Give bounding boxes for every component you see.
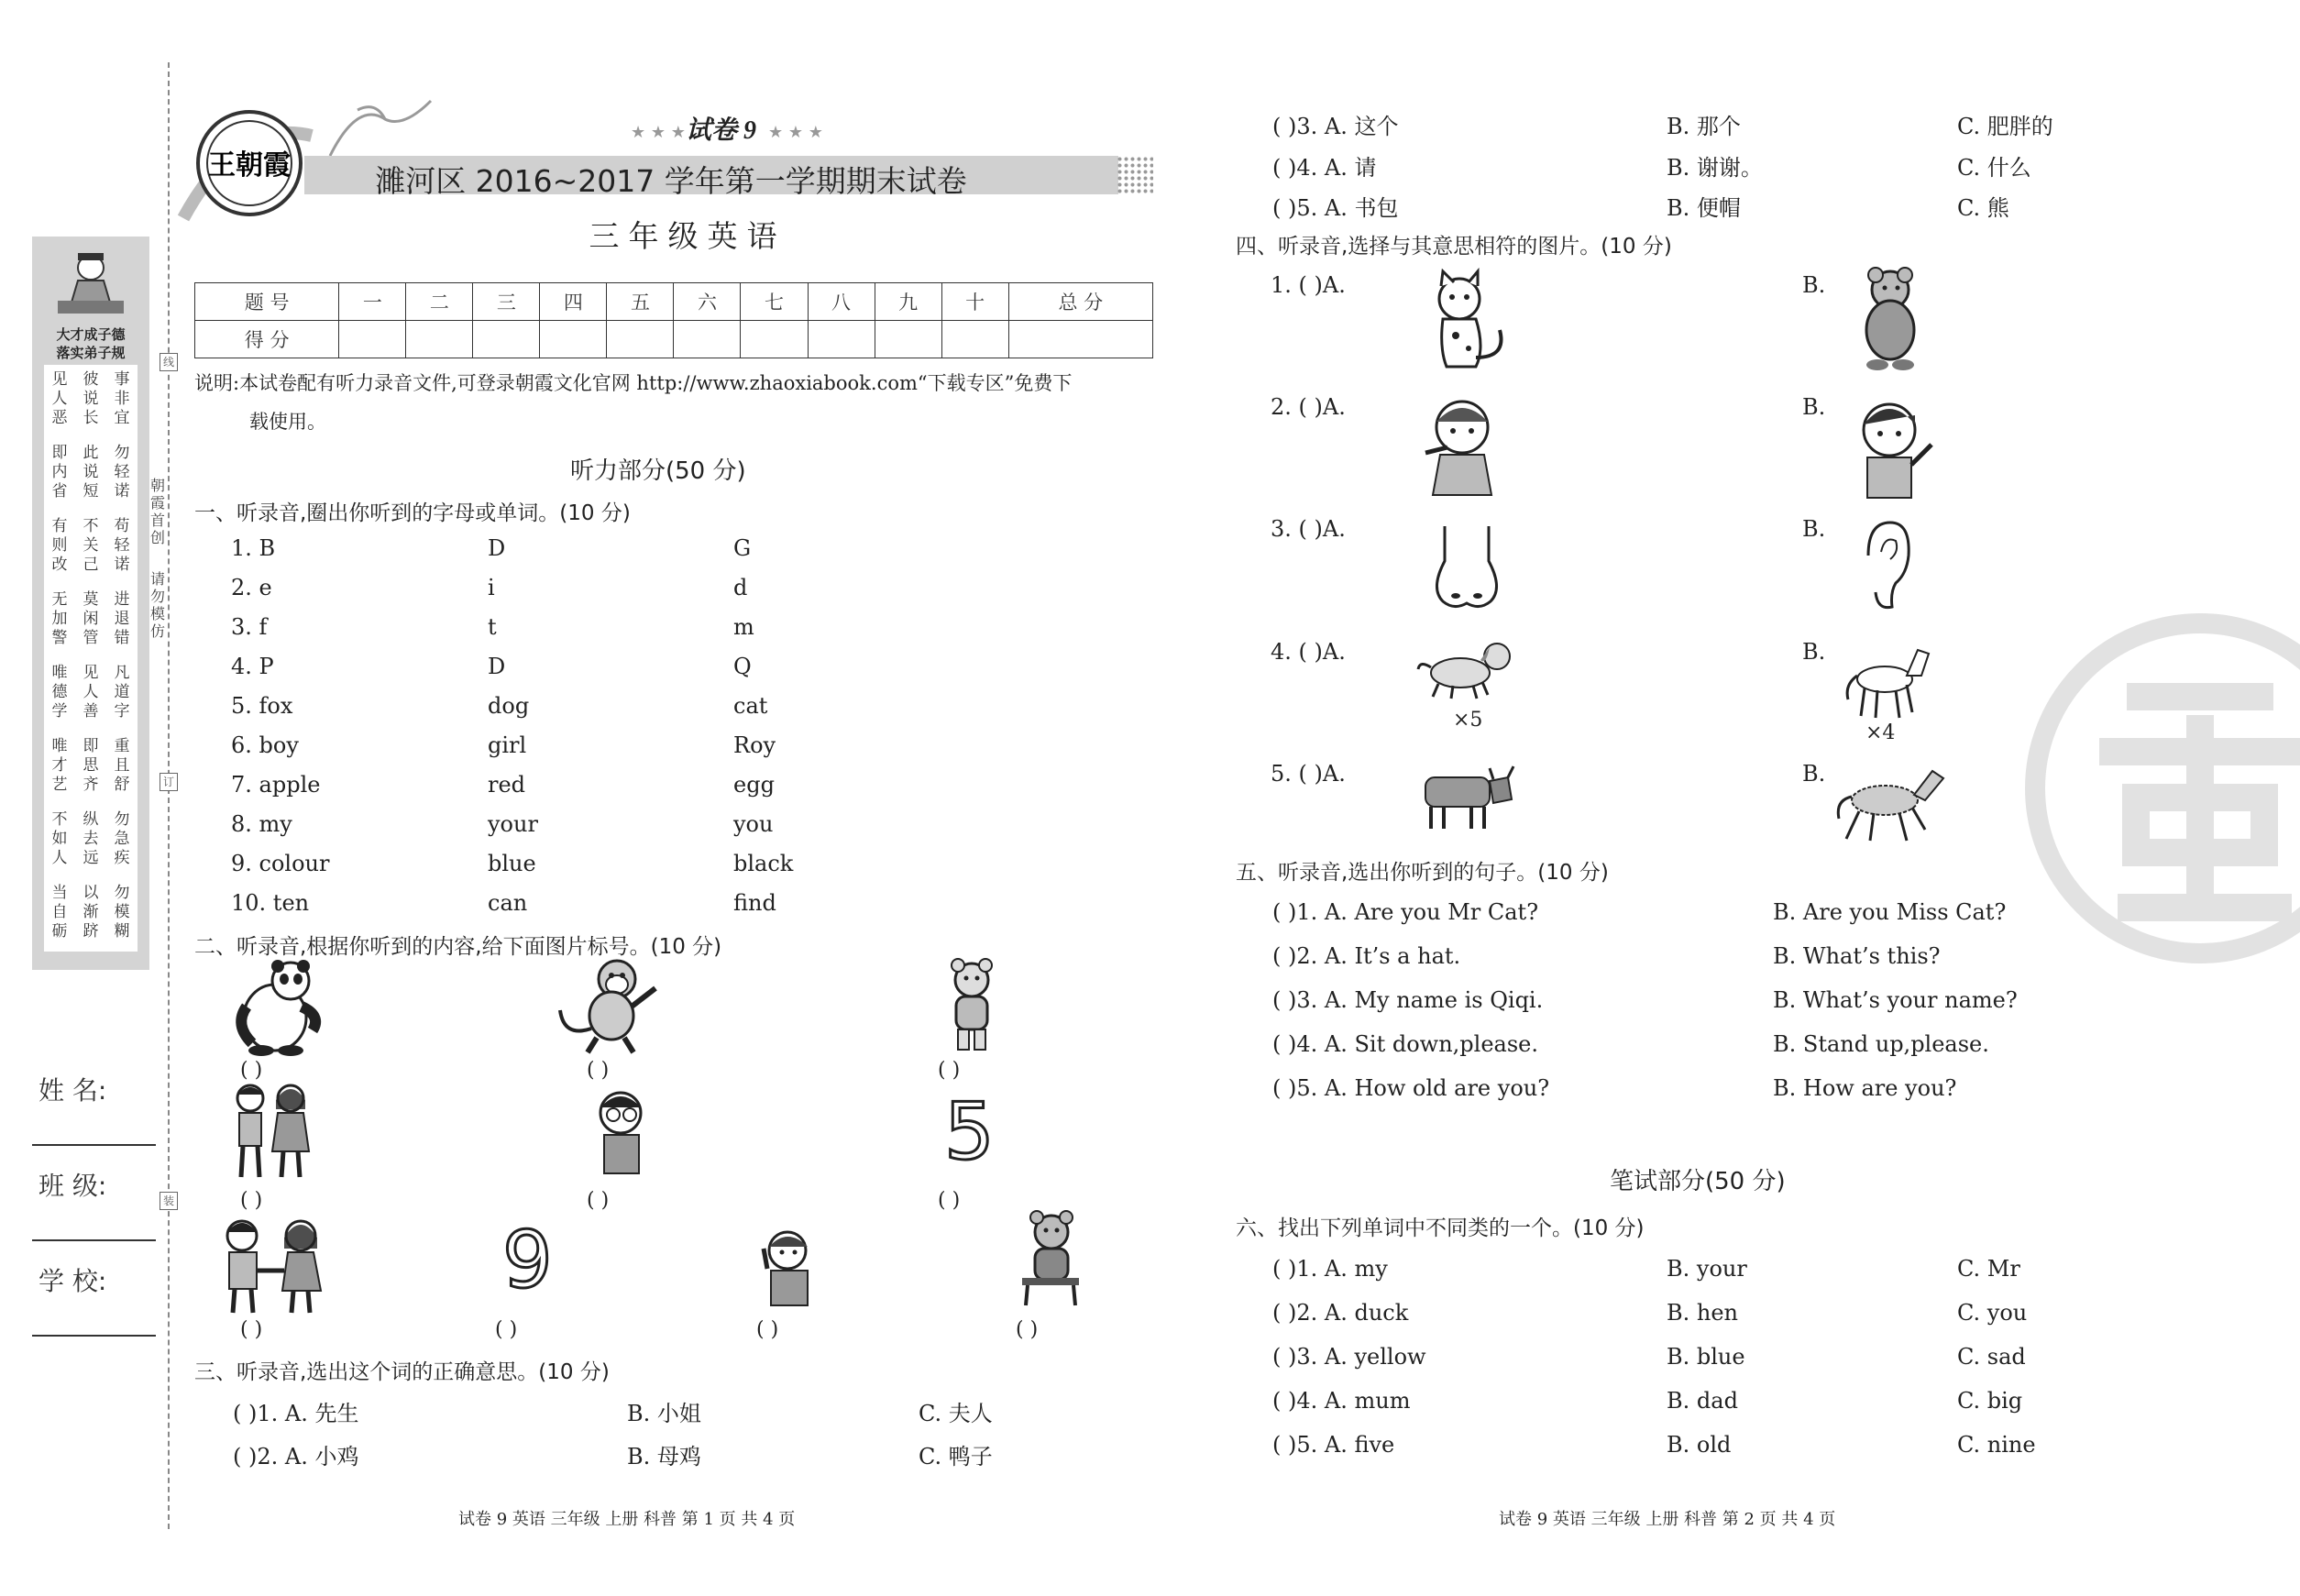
dog-picture	[1416, 633, 1517, 701]
s5-option-a[interactable]: ( )4. A. Sit down,please.	[1272, 1031, 1539, 1057]
writing-title: 笔试部分(50 分)	[1610, 1168, 1786, 1195]
s6-option-b[interactable]: B. hen	[1667, 1300, 1739, 1326]
motto-line-1: 大才成子德	[56, 326, 126, 343]
score-header: 三	[473, 283, 540, 321]
s1-item[interactable]: d	[733, 575, 748, 600]
s1-item[interactable]: egg	[733, 772, 775, 798]
s6-option-a[interactable]: ( )2. A. duck	[1272, 1300, 1409, 1326]
monkey-picture	[555, 955, 665, 1056]
s5-option-b[interactable]: B. Stand up,please.	[1773, 1031, 1989, 1057]
score-header: 总 分	[1008, 283, 1152, 321]
s2-bracket[interactable]: ( )	[938, 1059, 961, 1082]
s6-option-a[interactable]: ( )4. A. mum	[1272, 1388, 1411, 1414]
children-handshake-picture	[213, 1217, 332, 1318]
binding-note: 朝霞首创	[149, 477, 165, 546]
score-cell[interactable]	[1008, 321, 1152, 358]
binding-tick: 订	[160, 773, 178, 791]
s4-b-label[interactable]: B.	[1802, 272, 1826, 298]
s1-item[interactable]: find	[733, 890, 776, 916]
children-friends-picture	[225, 1082, 316, 1183]
s4-b-label[interactable]: B.	[1802, 394, 1826, 420]
s6-option-b[interactable]: B. dad	[1667, 1388, 1738, 1414]
s4-item[interactable]: 2. ( )A.	[1271, 394, 1346, 420]
s5-option-a[interactable]: ( )5. A. How old are you?	[1272, 1075, 1550, 1101]
s1-item[interactable]: blue	[488, 851, 536, 876]
document-title: 濉河区 2016~2017 学年第一学期期末试卷	[375, 163, 967, 199]
secret-seal-watermark	[2026, 614, 2300, 963]
s1-item[interactable]: red	[488, 772, 526, 798]
s5-option-a[interactable]: ( )1. A. Are you Mr Cat?	[1272, 899, 1539, 925]
s5-option-a[interactable]: ( )3. A. My name is Qiqi.	[1272, 987, 1544, 1013]
boy-picture	[1847, 397, 1939, 502]
s2-bracket[interactable]: ( )	[587, 1059, 610, 1082]
s3-option-c[interactable]: C. 肥胖的	[1957, 114, 2053, 139]
motto-col: 事非宜	[114, 370, 130, 427]
binding-note: 请勿模仿	[149, 570, 165, 640]
motto-col: 即内省	[51, 444, 68, 501]
s3-option-b[interactable]: B. 那个	[1667, 114, 1741, 139]
section5-title: 五、听录音,选出你听到的句子。(10 分)	[1236, 861, 1609, 885]
motto-col: 以渐跻	[83, 884, 99, 941]
s4-count-b: ×4	[1865, 721, 1896, 744]
s1-item[interactable]: girl	[488, 732, 527, 758]
s1-item[interactable]: i	[488, 575, 495, 600]
s2-bracket[interactable]: ( )	[1016, 1318, 1039, 1341]
s5-option-b[interactable]: B. How are you?	[1773, 1075, 1957, 1101]
girl-picture	[1416, 394, 1508, 500]
s2-bracket[interactable]: ( )	[240, 1059, 263, 1082]
s1-item[interactable]: m	[733, 614, 754, 640]
ribbon-decoration	[321, 92, 440, 165]
s1-item[interactable]: cat	[733, 693, 768, 719]
s6-option-b[interactable]: B. old	[1667, 1432, 1732, 1458]
s1-item[interactable]: 10. ten	[231, 890, 310, 916]
motto-col: 当自砺	[51, 884, 68, 941]
motto-col: 不如人	[51, 810, 68, 867]
motto-col: 勿轻诺	[114, 444, 130, 501]
motto-line-2: 落实弟子规	[56, 345, 126, 361]
panda-picture	[234, 961, 325, 1057]
s6-option-c[interactable]: C. Mr	[1957, 1256, 2020, 1282]
score-header: 题 号	[195, 283, 339, 321]
bear-picture	[940, 958, 1004, 1054]
motto-col: 此说短	[83, 444, 99, 501]
s3-option-a[interactable]: ( )2. A. 小鸡	[233, 1444, 359, 1469]
s2-bracket[interactable]: ( )	[240, 1189, 263, 1212]
s1-item[interactable]: 1. B	[231, 535, 276, 561]
score-cell[interactable]	[339, 321, 406, 358]
s2-bracket[interactable]: ( )	[756, 1318, 779, 1341]
motto-col: 莫闲管	[83, 590, 99, 647]
s3-option-c[interactable]: C. 什么	[1957, 155, 2031, 181]
motto-col: 无加警	[51, 590, 68, 647]
motto-col: 唯才艺	[51, 737, 68, 794]
s3-option-a[interactable]: ( )3. A. 这个	[1272, 114, 1399, 139]
s1-item[interactable]: 2. e	[231, 575, 272, 600]
s1-item[interactable]: D	[488, 535, 506, 561]
s2-bracket[interactable]: ( )	[495, 1318, 518, 1341]
motto-col: 有则改	[51, 517, 68, 574]
s1-item[interactable]: 6. boy	[231, 732, 299, 758]
s4-item[interactable]: 1. ( )A.	[1271, 272, 1346, 298]
binding-tick: 装	[160, 1192, 178, 1210]
motto-col: 即思齐	[83, 737, 99, 794]
class-field[interactable]	[32, 1239, 156, 1241]
s1-item[interactable]: 3. f	[231, 614, 268, 640]
s1-item[interactable]: 4. P	[231, 654, 274, 679]
school-field[interactable]	[32, 1335, 156, 1337]
score-header: 九	[875, 283, 941, 321]
s1-item[interactable]: 7. apple	[231, 772, 321, 798]
bear-picture	[1850, 266, 1932, 376]
s6-option-c[interactable]: C. nine	[1957, 1432, 2036, 1458]
bear-sitting-picture	[1013, 1210, 1086, 1311]
horse-running-picture	[1833, 764, 1948, 846]
s3-option-c[interactable]: C. 夫人	[919, 1401, 993, 1426]
motto-col: 纵去远	[83, 810, 99, 867]
motto-col: 勿模糊	[114, 884, 130, 941]
s3-option-a[interactable]: ( )4. A. 请	[1272, 155, 1377, 181]
s1-item[interactable]: can	[488, 890, 528, 916]
binding-line	[168, 62, 170, 1529]
motto-col: 凡道字	[114, 664, 130, 721]
s3-option-c[interactable]: C. 鸭子	[919, 1444, 993, 1469]
motto-col: 重且舒	[114, 737, 130, 794]
motto-col: 苟轻诺	[114, 517, 130, 574]
s4-item[interactable]: 4. ( )A.	[1271, 639, 1346, 665]
cow-picture	[1416, 759, 1517, 832]
score-header: 五	[607, 283, 674, 321]
s4-item[interactable]: 5. ( )A.	[1271, 761, 1346, 787]
s1-item[interactable]: 5. fox	[231, 693, 293, 719]
s1-item[interactable]: your	[488, 811, 538, 837]
digit-nine-picture: 9	[502, 1215, 553, 1306]
document-subtitle: 三年级英语	[589, 218, 787, 254]
name-label: 姓 名:	[39, 1075, 107, 1106]
score-header: 十	[941, 283, 1008, 321]
class-label: 班 级:	[39, 1171, 107, 1201]
score-header: 一	[339, 283, 406, 321]
s1-item[interactable]: you	[733, 811, 774, 837]
s4-count-a: ×5	[1453, 709, 1483, 732]
score-header: 七	[741, 283, 808, 321]
section3-title: 三、听录音,选出这个词的正确意思。(10 分)	[194, 1360, 610, 1384]
motto-col: 彼说长	[83, 370, 99, 427]
score-table	[194, 282, 1153, 358]
s1-item[interactable]: 8. my	[231, 811, 292, 837]
s4-b-label[interactable]: B.	[1802, 516, 1826, 542]
s5-option-b[interactable]: B. Are you Miss Cat?	[1773, 899, 2007, 925]
motto-col: 唯德学	[51, 664, 68, 721]
section4-title: 四、听录音,选择与其意思相符的图片。(10 分)	[1236, 235, 1672, 259]
motto-col: 不关己	[83, 517, 99, 574]
s2-bracket[interactable]: ( )	[938, 1189, 961, 1212]
footer-left: 试卷 9 英语 三年级 上册 科普 第 1 页 共 4 页	[458, 1510, 796, 1529]
score-cell[interactable]	[406, 321, 473, 358]
s3-option-a[interactable]: ( )1. A. 先生	[233, 1401, 359, 1426]
s2-bracket[interactable]: ( )	[587, 1189, 610, 1212]
s6-option-b[interactable]: B. blue	[1667, 1344, 1745, 1370]
section6-title: 六、找出下列单词中不同类的一个。(10 分)	[1236, 1216, 1645, 1240]
digit-five-picture: 5	[944, 1086, 995, 1178]
name-field[interactable]	[32, 1144, 156, 1146]
s3-option-b[interactable]: B. 小姐	[627, 1401, 701, 1426]
s3-option-b[interactable]: B. 母鸡	[627, 1444, 701, 1469]
score-cell[interactable]	[607, 321, 674, 358]
score-cell[interactable]	[741, 321, 808, 358]
section2-title: 二、听录音,根据你听到的内容,给下面图片标号。(10 分)	[194, 935, 722, 959]
score-header: 二	[406, 283, 473, 321]
paper-number: 试卷 9	[686, 116, 757, 145]
s1-item[interactable]: Q	[733, 654, 752, 679]
s6-option-a[interactable]: ( )5. A. five	[1272, 1432, 1395, 1458]
s2-bracket[interactable]: ( )	[240, 1318, 263, 1341]
section1-title: 一、听录音,圈出你听到的字母或单词。(10 分)	[194, 501, 631, 525]
footer-right: 试卷 9 英语 三年级 上册 科普 第 2 页 共 4 页	[1499, 1510, 1836, 1529]
s1-item[interactable]: Roy	[733, 732, 776, 758]
s1-item[interactable]: t	[488, 614, 497, 640]
s3-option-b[interactable]: B. 谢谢。	[1667, 155, 1763, 181]
s1-item[interactable]: 9. colour	[231, 851, 330, 876]
score-cell[interactable]	[674, 321, 741, 358]
score-header: 四	[540, 283, 607, 321]
ear-picture	[1859, 519, 1914, 615]
s5-option-a[interactable]: ( )2. A. It’s a hat.	[1272, 943, 1461, 969]
s6-option-c[interactable]: C. you	[1957, 1300, 2028, 1326]
logo-text: 王朝霞	[208, 149, 291, 182]
s4-b-label[interactable]: B.	[1802, 639, 1826, 665]
s4-item[interactable]: 3. ( )A.	[1271, 516, 1346, 542]
score-row-label: 得 分	[195, 321, 339, 358]
title-band-dots	[1117, 156, 1153, 194]
s1-item[interactable]: black	[733, 851, 794, 876]
s1-item[interactable]: D	[488, 654, 506, 679]
s6-option-c[interactable]: C. big	[1957, 1388, 2023, 1414]
s5-option-b[interactable]: B. What’s this?	[1773, 943, 1941, 969]
listening-title: 听力部分(50 分)	[570, 457, 746, 485]
s3-option-c[interactable]: C. 熊	[1957, 195, 2009, 221]
score-cell[interactable]	[540, 321, 607, 358]
score-cell[interactable]	[808, 321, 875, 358]
binding-tick: 线	[160, 353, 178, 371]
score-cell[interactable]	[473, 321, 540, 358]
s6-option-a[interactable]: ( )3. A. yellow	[1272, 1344, 1426, 1370]
school-label: 学 校:	[39, 1266, 107, 1296]
s4-b-label[interactable]: B.	[1802, 761, 1826, 787]
score-header: 六	[674, 283, 741, 321]
s5-option-b[interactable]: B. What’s your name?	[1773, 987, 2018, 1013]
boy-thinking-picture	[756, 1227, 820, 1309]
star-decoration-left: ★ ★ ★	[631, 123, 686, 142]
boy-glasses-picture	[591, 1087, 655, 1179]
motto-col: 进退错	[114, 590, 130, 647]
cat-picture	[1421, 275, 1513, 376]
scholar-figure-icon	[50, 248, 131, 321]
motto-columns	[44, 365, 138, 952]
s1-item[interactable]: dog	[488, 693, 530, 719]
s1-item[interactable]: G	[733, 535, 752, 561]
s6-option-a[interactable]: ( )1. A. my	[1272, 1256, 1388, 1282]
score-cell[interactable]	[941, 321, 1008, 358]
score-header: 八	[808, 283, 875, 321]
motto-col: 见人善	[83, 664, 99, 721]
motto-col: 见人恶	[51, 370, 68, 427]
star-decoration-right: ★ ★ ★	[768, 123, 823, 142]
horse-picture	[1844, 639, 1936, 726]
publisher-logo	[174, 99, 321, 227]
sidebar-motto-panel	[32, 237, 149, 970]
note-line-2: 载使用。	[249, 411, 326, 433]
score-cell[interactable]	[875, 321, 941, 358]
s6-option-c[interactable]: C. sad	[1957, 1344, 2026, 1370]
s3-option-b[interactable]: B. 便帽	[1667, 195, 1741, 221]
s3-option-a[interactable]: ( )5. A. 书包	[1272, 195, 1399, 221]
motto-col: 勿急疾	[114, 810, 130, 867]
nose-picture	[1430, 524, 1503, 611]
note-line-1: 说明:本试卷配有听力录音文件,可登录朝霞文化官网 http://www.zhaoxiabook.com“下载专区”免费下	[194, 372, 1073, 394]
s6-option-b[interactable]: B. your	[1667, 1256, 1747, 1282]
